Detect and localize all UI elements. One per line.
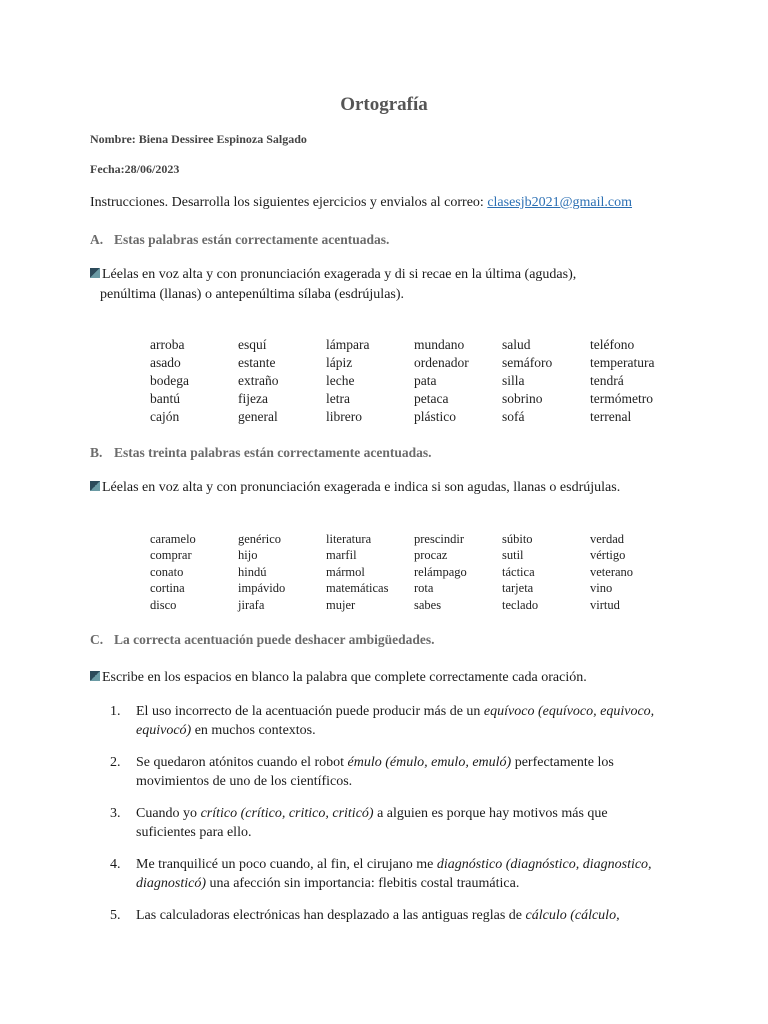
word-cell: cajón [150, 409, 180, 424]
word-cell: matemáticas [326, 581, 389, 596]
word-cell: vino [590, 581, 613, 596]
word-cell: sofá [502, 409, 525, 424]
word-cell: comprar [150, 548, 192, 563]
word-cell: extraño [238, 373, 279, 388]
word-cell: relámpago [414, 564, 467, 579]
section-b-bullet [90, 478, 690, 498]
word-cell: táctica [502, 564, 535, 579]
word-cell: literatura [326, 532, 372, 546]
word-cell: tarjeta [502, 581, 534, 596]
word-cell: caramelo [150, 532, 196, 546]
word-cell: termómetro [590, 391, 653, 406]
word-cell: procaz [414, 548, 448, 563]
word-cell: general [238, 409, 278, 424]
word-cell: letra [326, 391, 350, 406]
word-cell: veterano [590, 564, 634, 579]
item-number: 2. [110, 755, 121, 770]
word-cell: mundano [414, 337, 465, 352]
bullet-square-icon [90, 268, 100, 278]
word-cell: jirafa [238, 597, 265, 612]
word-cell: pata [414, 373, 437, 388]
word-cell: teléfono [590, 337, 635, 352]
word-cell: fijeza [238, 391, 268, 406]
word-cell: hijo [238, 548, 258, 563]
word-cell: súbito [502, 532, 533, 546]
date-line: Fecha:28/06/2023 [90, 162, 180, 176]
word-cell: librero [326, 409, 362, 424]
section-a-bullet [90, 265, 690, 305]
word-cell: sutil [502, 548, 524, 563]
item-text-a: El uso incorrecto de la acentuación puede producir más de un [136, 704, 484, 719]
list-item [110, 702, 670, 740]
word-cell: cortina [150, 581, 185, 596]
section-c-title: La correcta acentuación puede deshacer ambigüedades. [114, 632, 435, 647]
word-cell: arroba [150, 337, 185, 352]
item-number: 4. [110, 857, 121, 872]
item-text [136, 804, 670, 842]
word-cell: esquí [238, 337, 267, 352]
section-a-title: Estas palabras están correctamente acentuadas. [114, 232, 390, 247]
word-cell: marfil [326, 548, 357, 563]
section-a-letter: A. [90, 232, 104, 247]
item-answer: émulo (émulo, emulo, emuló) [347, 755, 512, 770]
word-cell: plástico [414, 409, 456, 424]
word-cell: rota [414, 581, 434, 596]
word-cell: sobrino [502, 391, 543, 406]
bullet-square-icon [90, 671, 100, 681]
student-name: Nombre: Biena Dessiree Espinoza Salgado [90, 132, 307, 146]
list-item [110, 855, 670, 893]
word-cell: terrenal [590, 409, 632, 424]
word-cell: vértigo [590, 548, 626, 563]
email-link[interactable]: clasesjb2021@gmail.com [487, 195, 633, 210]
section-b-line1: Léelas en voz alta y con pronunciación exagerada e indica si son agudas, llanas o esdrújulas. [102, 480, 621, 495]
word-cell: prescindir [414, 532, 464, 546]
item-text [136, 906, 670, 925]
item-number: 1. [110, 704, 121, 719]
section-a-line2: penúltima (llanas) o antepenúltima sílaba (esdrújulas). [100, 287, 405, 302]
section-c-heading [90, 632, 434, 648]
word-cell: ordenador [414, 355, 469, 370]
section-a-word-grid [150, 337, 678, 427]
section-b-word-grid [150, 532, 678, 614]
word-cell: bodega [150, 373, 189, 388]
item-text-a: Me tranquilicé un poco cuando, al fin, el cirujano me [136, 857, 437, 872]
item-text-b: en muchos contextos. [191, 723, 316, 738]
item-text-a: Las calculadoras electrónicas han desplazado a las antiguas reglas de [136, 908, 526, 923]
exercise-list [110, 702, 670, 938]
list-item [110, 753, 670, 791]
word-cell: tendrá [590, 373, 624, 388]
word-cell: mármol [326, 564, 365, 579]
word-cell: teclado [502, 597, 539, 612]
word-cell: verdad [590, 532, 625, 546]
word-cell: asado [150, 355, 181, 370]
bullet-square-icon [90, 481, 100, 491]
word-cell: impávido [238, 581, 286, 596]
item-answer: equívoco (equívoco, equivoco, equivocó) [136, 704, 655, 738]
section-c-line1: Escribe en los espacios en blanco la palabra que complete correctamente cada oración. [102, 670, 587, 685]
word-cell: disco [150, 597, 177, 612]
word-cell: silla [502, 373, 525, 388]
word-cell: mujer [326, 597, 356, 612]
word-cell: salud [502, 337, 531, 352]
item-answer: crítico (crítico, critico, criticó) [200, 806, 374, 821]
instructions [90, 195, 632, 211]
word-cell: leche [326, 373, 355, 388]
word-cell: lámpara [326, 337, 370, 352]
item-text-b: a alguien es porque hay motivos más que suficientes para ello. [136, 806, 608, 840]
word-cell: sabes [414, 597, 442, 612]
word-cell: hindú [238, 564, 267, 579]
word-cell: petaca [414, 391, 449, 406]
item-answer: diagnóstico (diagnóstico, diagnostico, diagnosticó) [136, 857, 652, 891]
word-cell: genérico [238, 532, 282, 546]
word-cell: virtud [590, 597, 620, 612]
section-c-letter: C. [90, 632, 104, 647]
section-c-bullet [90, 668, 690, 688]
word-cell: semáforo [502, 355, 553, 370]
instructions-text: Instrucciones. Desarrolla los siguientes ejercicios y envialos al correo: [90, 195, 488, 210]
item-text [136, 702, 670, 740]
section-a-line1: Léelas en voz alta y con pronunciación exagerada y di si recae en la última (agudas), [102, 267, 577, 282]
page-title: Ortografía [340, 94, 428, 115]
word-cell: lápiz [326, 355, 353, 370]
section-b-title: Estas treinta palabras están correctamente acentuadas. [114, 445, 432, 460]
item-number: 5. [110, 908, 121, 923]
word-cell: bantú [150, 391, 180, 406]
item-text [136, 753, 670, 791]
item-answer: cálculo (cálculo, [525, 908, 620, 923]
item-text-a: Se quedaron atónitos cuando el robot [136, 755, 348, 770]
item-text-b: perfectamente los movimientos de uno de los científicos. [136, 755, 614, 789]
section-b-heading [90, 445, 431, 461]
item-text-a: Cuando yo [136, 806, 201, 821]
section-a-heading [90, 232, 389, 248]
word-cell: conato [150, 564, 184, 579]
word-cell: temperatura [590, 355, 655, 370]
item-text-b: una afección sin importancia: flebitis costal traumática. [206, 876, 520, 891]
list-item [110, 906, 670, 925]
list-item [110, 804, 670, 842]
item-number: 3. [110, 806, 121, 821]
word-cell: estante [238, 355, 276, 370]
section-b-letter: B. [90, 445, 103, 460]
item-text [136, 855, 670, 893]
